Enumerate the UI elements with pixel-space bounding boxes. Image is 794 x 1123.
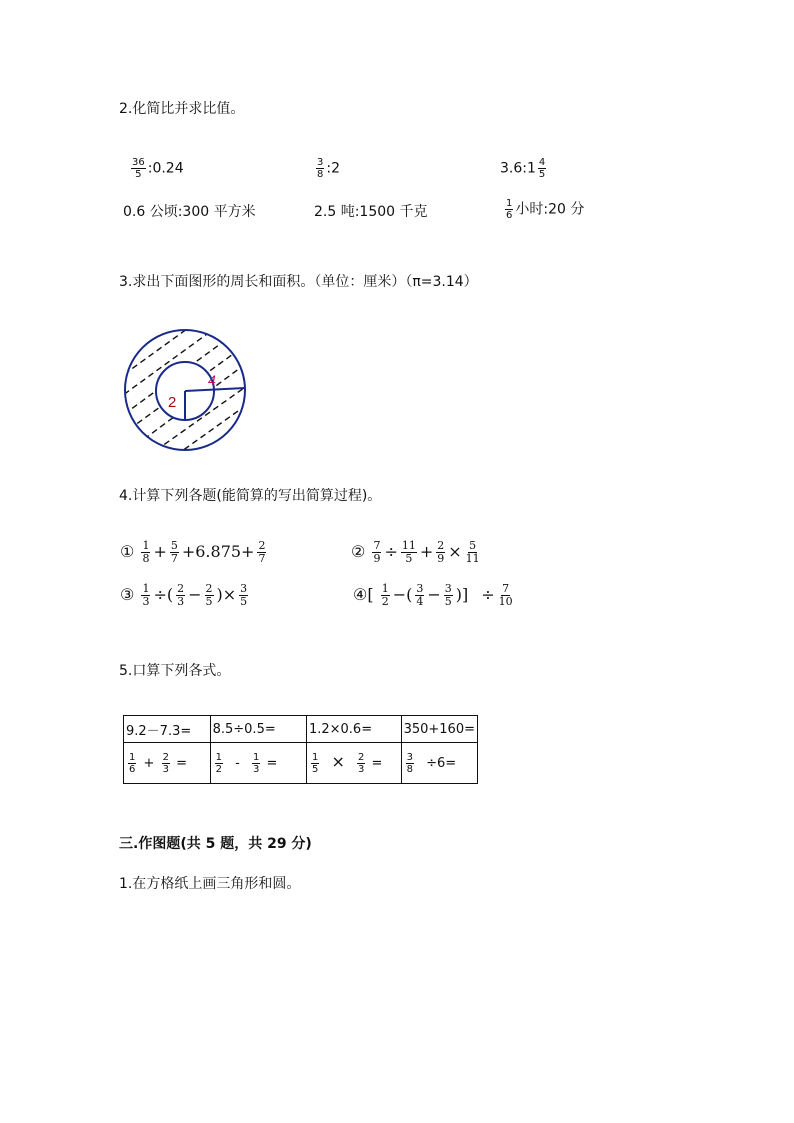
outer-radius-line — [185, 388, 245, 391]
outer-radius-label: 4 — [208, 372, 216, 388]
q4-problem-1: ① $\frac{1}{8}$ + $\frac{5}{7}$ +6.875+ $\frac{2}{7}$ — [120, 539, 266, 565]
inner-radius-label: 2 — [168, 394, 177, 411]
table-cell: 350+160= — [401, 716, 477, 743]
q2-item-6: $\frac{1}{6}$ 小时:20 分 — [506, 198, 585, 221]
table-cell: $\frac{1}{2}$ - $\frac{1}{3}$ = — [210, 743, 306, 784]
q2-item-4: 0.6 公顷:300 平方米 — [123, 204, 256, 220]
table-row — [124, 743, 478, 784]
q4-title: 4.计算下列各题(能简算的写出简算过程)。 — [119, 488, 382, 504]
section-3-title: 三.作图题(共 5 题，共 29 分) — [119, 836, 312, 852]
q4-problem-3: ③ $\frac{1}{3}$ ÷( $\frac{2}{3}$ − $\frac{2}{5}$ )× $\frac{3}{5}$ — [120, 582, 248, 608]
q2-item-1: $\frac{36}{5}$ :0.24 — [132, 157, 184, 180]
table-cell: $\frac{1}{5}$ × $\frac{2}{3}$ = — [306, 743, 401, 784]
mental-math-table — [123, 715, 478, 784]
table-row — [124, 716, 478, 743]
section-3-q1: 1.在方格纸上画三角形和圆。 — [119, 876, 301, 892]
table-cell: 8.5÷0.5= — [210, 716, 306, 743]
table-cell: 1.2×0.6= — [306, 716, 401, 743]
table-cell: $\frac{3}{8}$ ÷6= — [401, 743, 477, 784]
q3-title: 3.求出下面图形的周长和面积。（单位：厘米）（π=3.14） — [119, 274, 478, 290]
q2-item-2: $\frac{3}{8}$ :2 — [317, 157, 340, 180]
q5-title: 5.口算下列各式。 — [119, 663, 231, 679]
q2-item-5: 2.5 吨:1500 千克 — [314, 204, 428, 220]
annulus-figure — [118, 326, 258, 458]
hatch-lines — [118, 326, 258, 458]
table-cell: 9.2－7.3= — [124, 716, 211, 743]
q4-problem-2: ② $\frac{7}{9}$ ÷ $\frac{11}{5}$ + $\frac{2}{9}$ × $\frac{5}{11}$ — [351, 539, 480, 565]
q2-item-3: 3.6:1 $\frac{4}{5}$ — [500, 157, 546, 180]
q2-title: 2.化简比并求比值。 — [119, 101, 245, 117]
table-cell: $\frac{1}{6}$ + $\frac{2}{3}$ = — [124, 743, 211, 784]
q4-problem-4: ④[ $\frac{1}{2}$ −( $\frac{3}{4}$ − $\frac{3}{5}$ )] ÷ $\frac{7}{10}$ — [353, 582, 513, 608]
